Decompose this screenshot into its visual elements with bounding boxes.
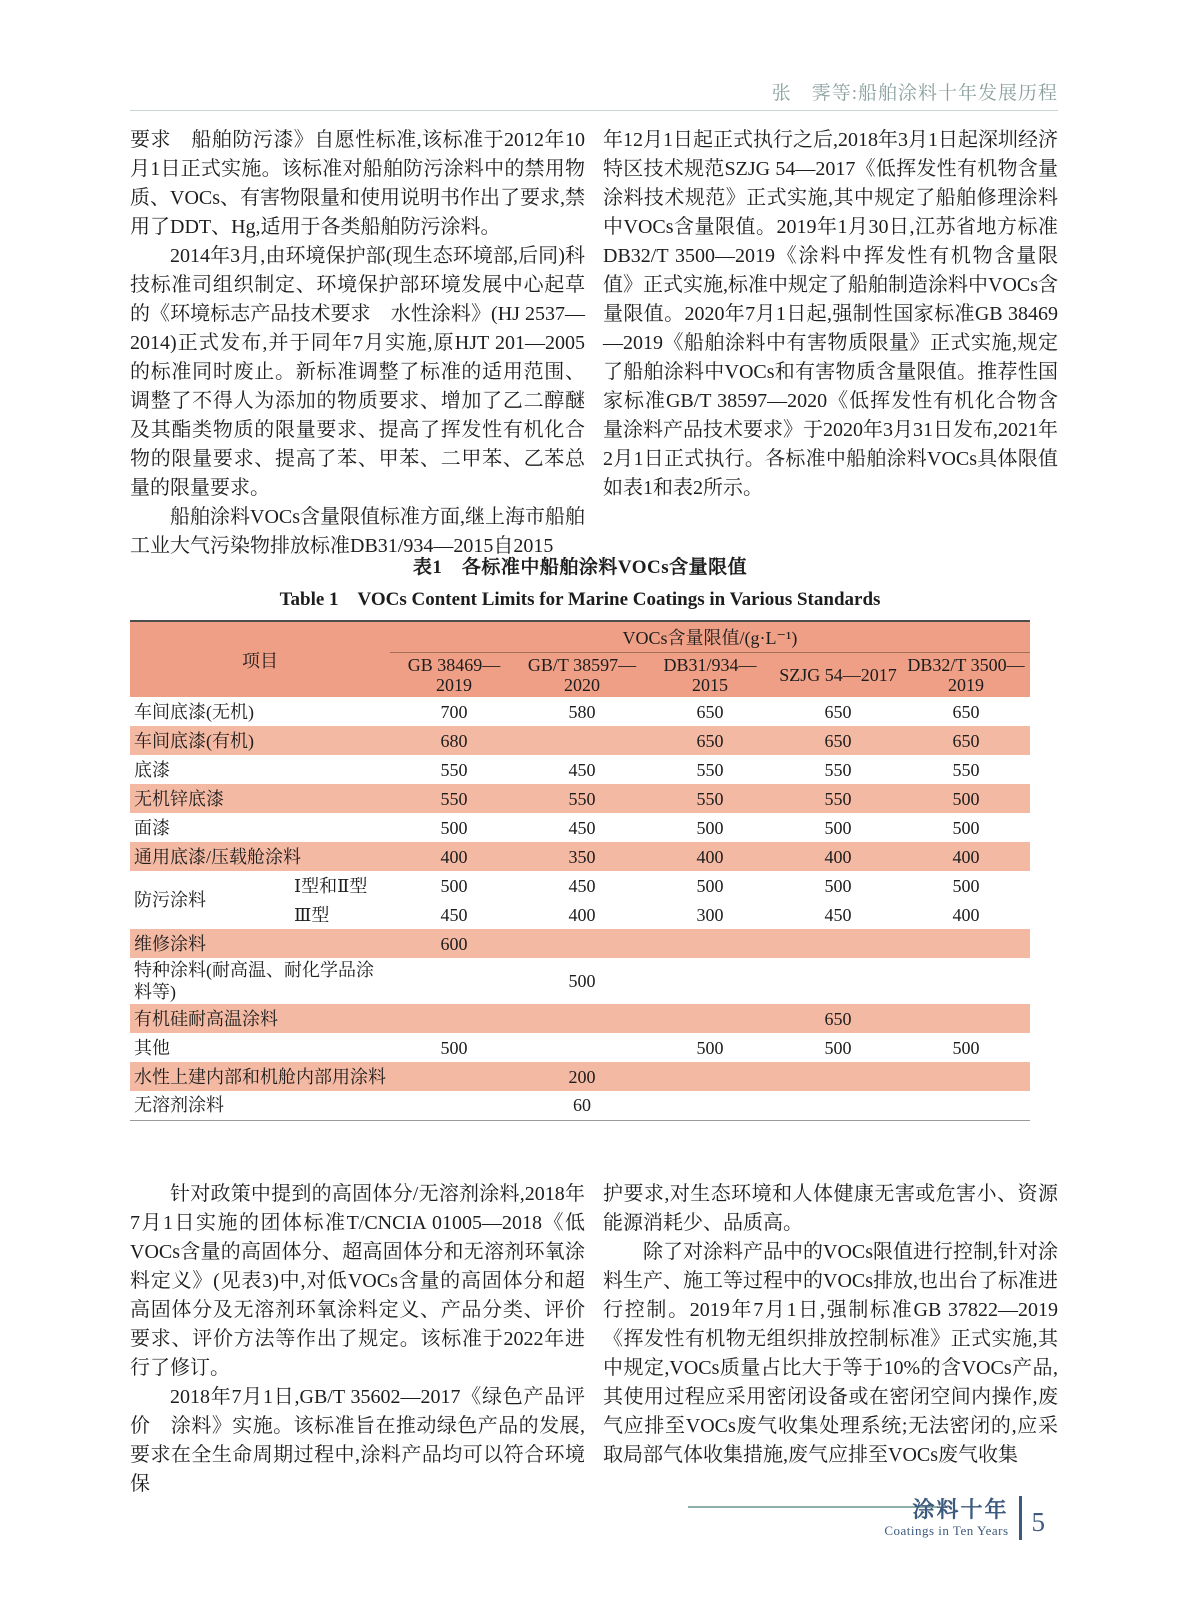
cell-value (902, 929, 1030, 958)
paragraph: 除了对涂料产品中的VOCs限值进行控制,针对涂料生产、施工等过程中的VOCs排放,也出台了标准进行控制。2019年7月1日,强制标准GB 37822—2019《挥发性有机物无组织排放控制标准》正式实施,其中规定,VOCs质量占比大于等于10%的含VOCs产品,其使用过程应采用密闭设备或在密闭空间内操作,废气应排至VOCs废气收集处理系统;无法密闭的,应采取局部气体收集措施,废气应排至VOCs废气收集 (603, 1241, 1059, 1466)
cell-value (518, 1004, 646, 1033)
cell-value: 550 (952, 759, 980, 780)
table-header-row-1 (130, 621, 1030, 653)
cell-value: 400 (440, 846, 468, 867)
cell-value: 550 (824, 788, 852, 809)
top-right-column (603, 126, 1058, 561)
cell-value: 550 (696, 759, 724, 780)
cell-value: 500 (824, 875, 852, 896)
paragraph: 年12月1日起正式执行之后,2018年3月1日起深圳经济特区技术规范SZJG 54—2017《低挥发性有机物含量涂料技术规范》正式实施,其中规定了船舶修理涂料中VOCs含量限值。2019年1月30日,江苏省地方标准DB32/T 3500—2019《涂料中挥发性有机物含量限值》正式实施,标准中规定了船舶制造涂料中VOCs含量限值。2020年7月1日起,强制性国家标准GB 38469—2019《船舶涂料中有害物质限量》正式实施,规定了船舶涂料中VOCs和有害物质含量限值。推荐性国家标准GB/T 38597—2020《低挥发性有机化合物含量涂料产品技术要求》于2020年3月31日发布,2021年2月1日正式执行。各标准中船舶涂料VOCs具体限值如表1和表2所示。 (603, 129, 1059, 499)
row-label: 无溶剂涂料 (134, 1095, 224, 1116)
paragraph: 2014年3月,由环境保护部(现生态环境部,后同)科技标准司组织制定、环境保护部环境发展中心起草的《环境标志产品技术要求 水性涂料》(HJ 2537—2014)正式发布,并于同年7月实施,原HJT 201—2005的标准同时废止。新标准调整了标准的适用范围、调整了不得人为添加的物质要求、增加了乙二醇醚及其酯类物质的限量要求、提高了挥发性有机化合物的限量要求、提高了苯、甲苯、二甲苯、乙苯总量的限量要求。 (130, 245, 585, 499)
cell-value: 550 (440, 759, 468, 780)
cell-value: 500 (696, 1037, 724, 1058)
cell-value (390, 1004, 518, 1033)
cell-value (646, 1004, 774, 1033)
table1 (130, 620, 1030, 1121)
footer-brand (884, 1497, 1008, 1539)
cell-value: 450 (824, 904, 852, 925)
cell-value: 400 (824, 846, 852, 867)
cell-value: 650 (824, 730, 852, 751)
table-row (130, 929, 1030, 958)
cell-value: 450 (568, 875, 596, 896)
cell-value: 400 (696, 846, 724, 867)
paragraph: 针对政策中提到的高固体分/无溶剂涂料,2018年7月1日实施的团体标准T/CNCIA 01005—2018《低VOCs含量的高固体分、超高固体分和无溶剂环氧涂料定义》(见表3)中,对低VOCs含量的高固体分和超高固体分及无溶剂环氧涂料定义、产品分类、评价要求、评价方法等作出了规定。该标准于2022年进行了修订。 (130, 1183, 585, 1379)
cell-value (390, 1091, 518, 1120)
cell-value: 650 (696, 701, 724, 722)
column-header: GB 38469—2019 (407, 655, 501, 695)
page-number: 5 (1031, 1506, 1045, 1537)
cell-value (902, 1004, 1030, 1033)
paragraph: 船舶涂料VOCs含量限值标准方面,继上海市船舶工业大气污染物排放标准DB31/934—2015自2015 (130, 506, 586, 557)
cell-value: 450 (568, 817, 596, 838)
running-header: 张 霁等:船舶涂料十年发展历程 (771, 83, 1058, 104)
cell-value (646, 1062, 774, 1091)
paragraph: 护要求,对生态环境和人体健康无害或危害小、资源能源消耗少、品质高。 (603, 1183, 1058, 1234)
table-row (130, 1033, 1030, 1062)
footer-brand-en: Coatings in Ten Years (884, 1523, 1009, 1538)
cell-value: 500 (440, 1037, 468, 1058)
cell-value: 580 (568, 701, 596, 722)
table1-title-zh: 表1 各标准中船舶涂料VOCs含量限值 (412, 557, 748, 578)
cell-value: 550 (568, 788, 596, 809)
bottom-left-column (130, 1180, 585, 1499)
cell-value: 350 (568, 846, 596, 867)
cell-value (774, 1091, 902, 1120)
cell-value: 650 (952, 701, 980, 722)
cell-value: 550 (440, 788, 468, 809)
cell-value: 550 (824, 759, 852, 780)
cell-value: 400 (952, 904, 980, 925)
row-label: 水性上建内部和机舱内部用涂料 (134, 1066, 386, 1087)
row-label: 特种涂料(耐高温、耐化学品涂料等) (134, 960, 374, 1002)
row-label: 车间底漆(无机) (134, 701, 254, 722)
cell-value: 500 (952, 1037, 980, 1058)
footer-divider-bar (1019, 1496, 1022, 1540)
row-label: 其他 (134, 1037, 170, 1058)
column-header: GB/T 38597—2020 (527, 655, 637, 695)
cell-value (902, 958, 1030, 1004)
cell-value: 680 (440, 730, 468, 751)
row-label: 维修涂料 (134, 933, 206, 954)
cell-value (518, 929, 646, 958)
table1-body (130, 697, 1030, 1120)
table-row (130, 1062, 1030, 1091)
column-header: DB31/934—2015 (663, 655, 757, 695)
cell-value (518, 726, 646, 755)
cell-value (902, 1062, 1030, 1091)
cell-value: 60 (573, 1095, 591, 1116)
cell-value: 550 (696, 788, 724, 809)
table-row (130, 755, 1030, 784)
cell-value: 500 (952, 817, 980, 838)
cell-value: 700 (440, 701, 468, 722)
cell-value (390, 1062, 518, 1091)
row-label: 通用底漆/压载舱涂料 (134, 846, 302, 867)
column-header: SZJG 54—2017 (779, 665, 897, 685)
table-row (130, 726, 1030, 755)
cell-value: 400 (568, 904, 596, 925)
cell-value (774, 1062, 902, 1091)
cell-value: 450 (440, 904, 468, 925)
cell-value: 650 (824, 701, 852, 722)
header-rule (130, 110, 1058, 111)
table-row (130, 813, 1030, 842)
row-sublabel: Ⅲ型 (294, 904, 330, 925)
cell-value (646, 958, 774, 1004)
top-left-column (130, 126, 585, 561)
row-label: 底漆 (134, 759, 170, 780)
cell-value: 500 (952, 788, 980, 809)
cell-value: 500 (568, 971, 596, 991)
cell-value: 500 (952, 875, 980, 896)
cell-value: 600 (440, 933, 468, 954)
table-row (130, 1091, 1030, 1120)
table-row (130, 784, 1030, 813)
row-label: 无机锌底漆 (134, 788, 224, 809)
table-row (130, 871, 1030, 900)
cell-value: 500 (824, 817, 852, 838)
cell-value: 500 (696, 817, 724, 838)
row-label: 面漆 (134, 817, 170, 838)
cell-value: 200 (568, 1066, 596, 1087)
table1-title-en: Table 1 VOCs Content Limits for Marine Coatings in Various Standards (279, 589, 881, 610)
cell-value (774, 929, 902, 958)
footer-brand-zh: 涂料十年 (912, 1497, 1009, 1522)
cell-value (646, 1091, 774, 1120)
paragraph: 要求 船舶防污漆》自愿性标准,该标准于2012年10月1日正式实施。该标准对船舶防污涂料中的禁用物质、VOCs、有害物限量和使用说明书作出了要求,禁用了DDT、Hg,适用于各类船舶防污涂料。 (130, 129, 586, 238)
cell-value: 650 (696, 730, 724, 751)
page-footer (884, 1496, 1045, 1540)
cell-value: 450 (568, 759, 596, 780)
cell-value: 400 (952, 846, 980, 867)
table-row (130, 958, 1030, 1004)
cell-value (902, 1091, 1030, 1120)
cell-value: 500 (824, 1037, 852, 1058)
item-header: 项目 (242, 650, 278, 671)
row-sublabel: Ⅰ型和Ⅱ型 (294, 875, 368, 896)
table-row (130, 697, 1030, 726)
cell-value: 500 (440, 817, 468, 838)
row-label: 防污涂料 (134, 890, 206, 910)
column-header: DB32/T 3500—2019 (907, 655, 1025, 695)
cell-value: 500 (440, 875, 468, 896)
cell-value (518, 1033, 646, 1062)
top-text-columns (130, 126, 1058, 561)
cell-value: 300 (696, 904, 724, 925)
bottom-right-column (603, 1180, 1058, 1499)
table-row (130, 1004, 1030, 1033)
cell-value: 500 (696, 875, 724, 896)
group-header: VOCs含量限值/(g·L⁻¹) (390, 621, 1030, 653)
cell-value: 650 (824, 1008, 852, 1029)
cell-value: 650 (952, 730, 980, 751)
row-label: 有机硅耐高温涂料 (134, 1008, 278, 1029)
paragraph: 2018年7月1日,GB/T 35602—2017《绿色产品评价 涂料》实施。该标准旨在推动绿色产品的发展,要求在全生命周期过程中,涂料产品均可以符合环境保 (130, 1386, 585, 1495)
cell-value (774, 958, 902, 1004)
cell-value (646, 929, 774, 958)
table-row (130, 842, 1030, 871)
cell-value (390, 958, 518, 1004)
table1-block (130, 552, 1030, 1121)
row-label: 车间底漆(有机) (134, 730, 254, 751)
bottom-text-columns (130, 1180, 1058, 1499)
